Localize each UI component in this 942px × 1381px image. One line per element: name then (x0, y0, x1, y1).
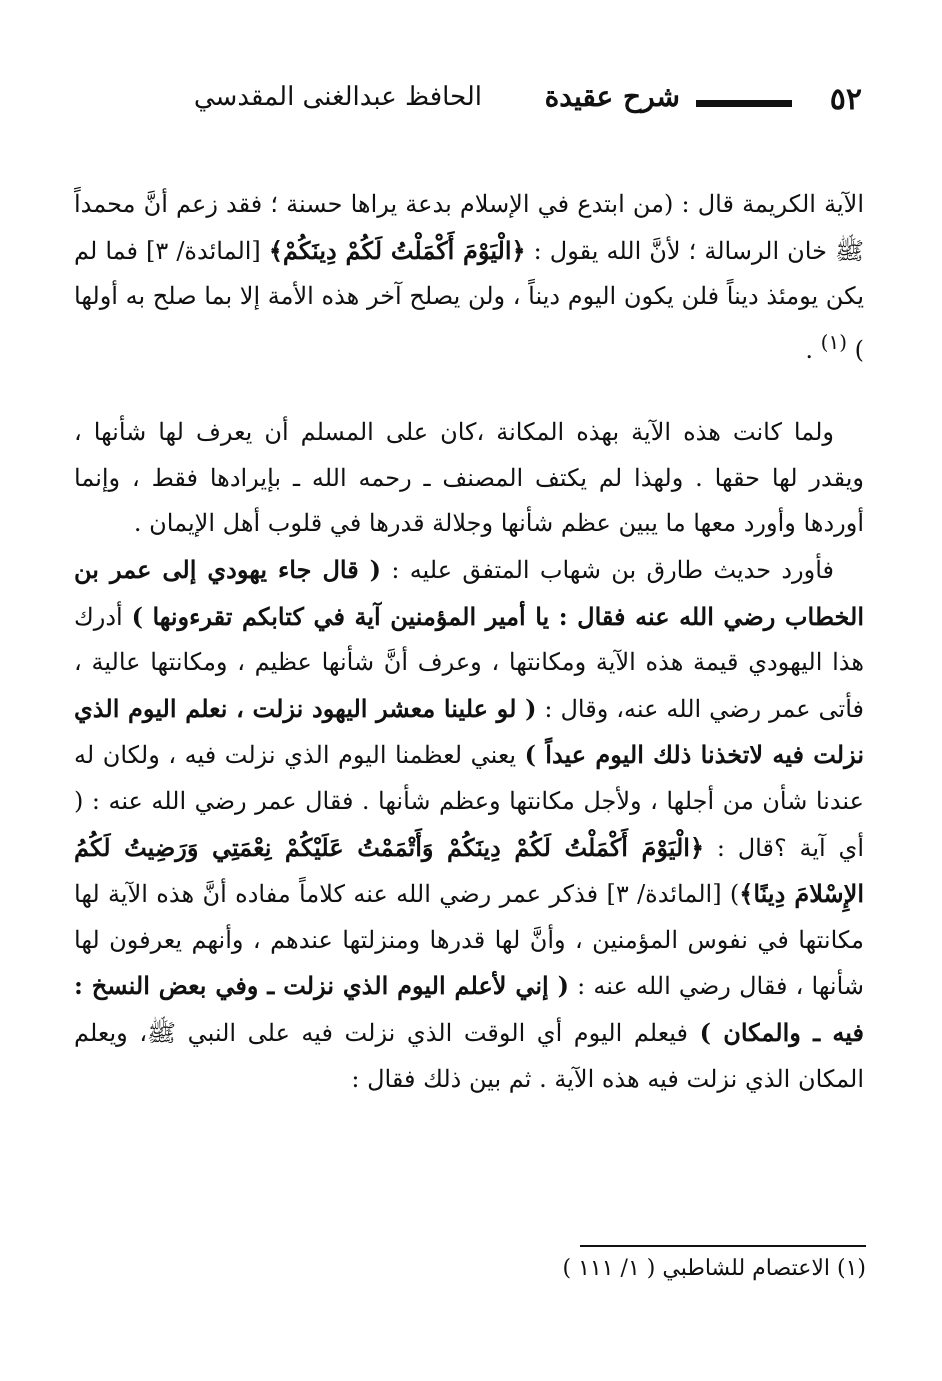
paragraph-2 (74, 410, 864, 547)
header-rule (696, 100, 792, 107)
paragraph-1-text-2: [المائدة/ ٣] فما لم يكن يومئذ ديناً فلن يكون اليوم ديناً ، ولن يصلح آخر هذه الأمة إلا بما صلح به أولها ) (74, 236, 864, 364)
paragraph-2-text: ولما كانت هذه الآية بهذه المكانة ،كان على المسلم أن يعرف لها شأنها ، ويقدر لها حقها . ولهذا لم يكتف المصنف ـ رحمه الله ـ بإيرادها فقط ، وإنما أوردها وأورد معها ما يبين عظم شأنها وجلالة قدرها في قلوب أهل الإيمان . (74, 418, 865, 538)
hadith-quote-3: ( إني لأعلم اليوم الذي نزلت ـ وفي بعض النسخ : فيه ـ والمكان ) (74, 971, 865, 1047)
paragraph-3-text-5: فيعلم اليوم أي الوقت الذي نزلت فيه على النبي ﷺ، ويعلم المكان الذي نزلت فيه هذه الآية . ثم بين ذلك فقال : (74, 1018, 864, 1093)
footnote: (١) الاعتصام للشاطبي ( ١/ ١١١ ) (562, 1256, 866, 1281)
paragraph-3-text-4: ) [المائدة/ ٣] فذكر عمر رضي الله عنه كلاماً مفاده أنَّ هذه الآية لها مكانتها في نفوس المؤمنين ، وأنَّ لها قدرها ومنزلتها عندهم ، وأنهم يعرفون لها شأنها ، فقال رضي الله عنه : (74, 880, 864, 1001)
hadith-quote-2: ( لو علينا معشر اليهود نزلت ، نعلم اليوم الذي نزلت فيه لاتخذنا ذلك اليوم عيداً ) (74, 693, 864, 770)
quran-quote: ﴿الْيَوْمَ أَكْمَلْتُ لَكُمْ دِينَكُمْ﴾ (268, 235, 526, 265)
book-title-rest: الحافظ عبدالغنى المقدسي (193, 82, 482, 112)
paragraph-3-text-3: يعني لعظمنا اليوم الذي نزلت فيه ، ولكان له عندنا شأن من أجلها ، ولأجل مكانتها وعظم شأنها . فقال عمر رضي الله عنه : ( أي آية ؟قال : (74, 741, 864, 862)
footnote-marker: (١) (820, 329, 847, 354)
paragraph-1 (74, 182, 864, 373)
footnote-rule (580, 1245, 866, 1247)
hadith-quote-1: ( قال جاء يهودي إلى عمر بن الخطاب رضي الله عنه فقال : يا أمير المؤمنين آية في كتابكم تقرءونها ) (74, 555, 864, 631)
paragraph-3 (74, 547, 864, 1102)
running-header (62, 78, 862, 126)
paragraph-1-text: الآية الكريمة قال : (من ابتدع في الإسلام بدعة يراها حسنة ؛ فقد زعم أنَّ محمداً ﷺ خان الرسالة ؛ لأنَّ الله يقول : (74, 190, 864, 265)
paragraph-1-end: . (805, 335, 821, 364)
book-title-bold: شرح عقيدة (544, 80, 680, 113)
page-number: ٥٢ (829, 82, 862, 117)
paragraph-3-text-2: أدرك هذا اليهودي قيمة هذه الآية ومكانتها ، وعرف أنَّ شأنها عظيم ، ومكانتها عالية ، فأتى عمر رضي الله عنه، وقال : (74, 602, 864, 723)
paragraph-3-text: فأورد حديث طارق بن شهاب المتفق عليه : (381, 556, 834, 584)
quran-quote-2: ﴿الْيَوْمَ أَكْمَلْتُ لَكُمْ دِينَكُمْ وَأَتْمَمْتُ عَلَيْكُمْ نِعْمَتِي وَرَضِيتُ لَكُمُ الإِسْلامَ دِينًا﴾ (74, 832, 864, 909)
